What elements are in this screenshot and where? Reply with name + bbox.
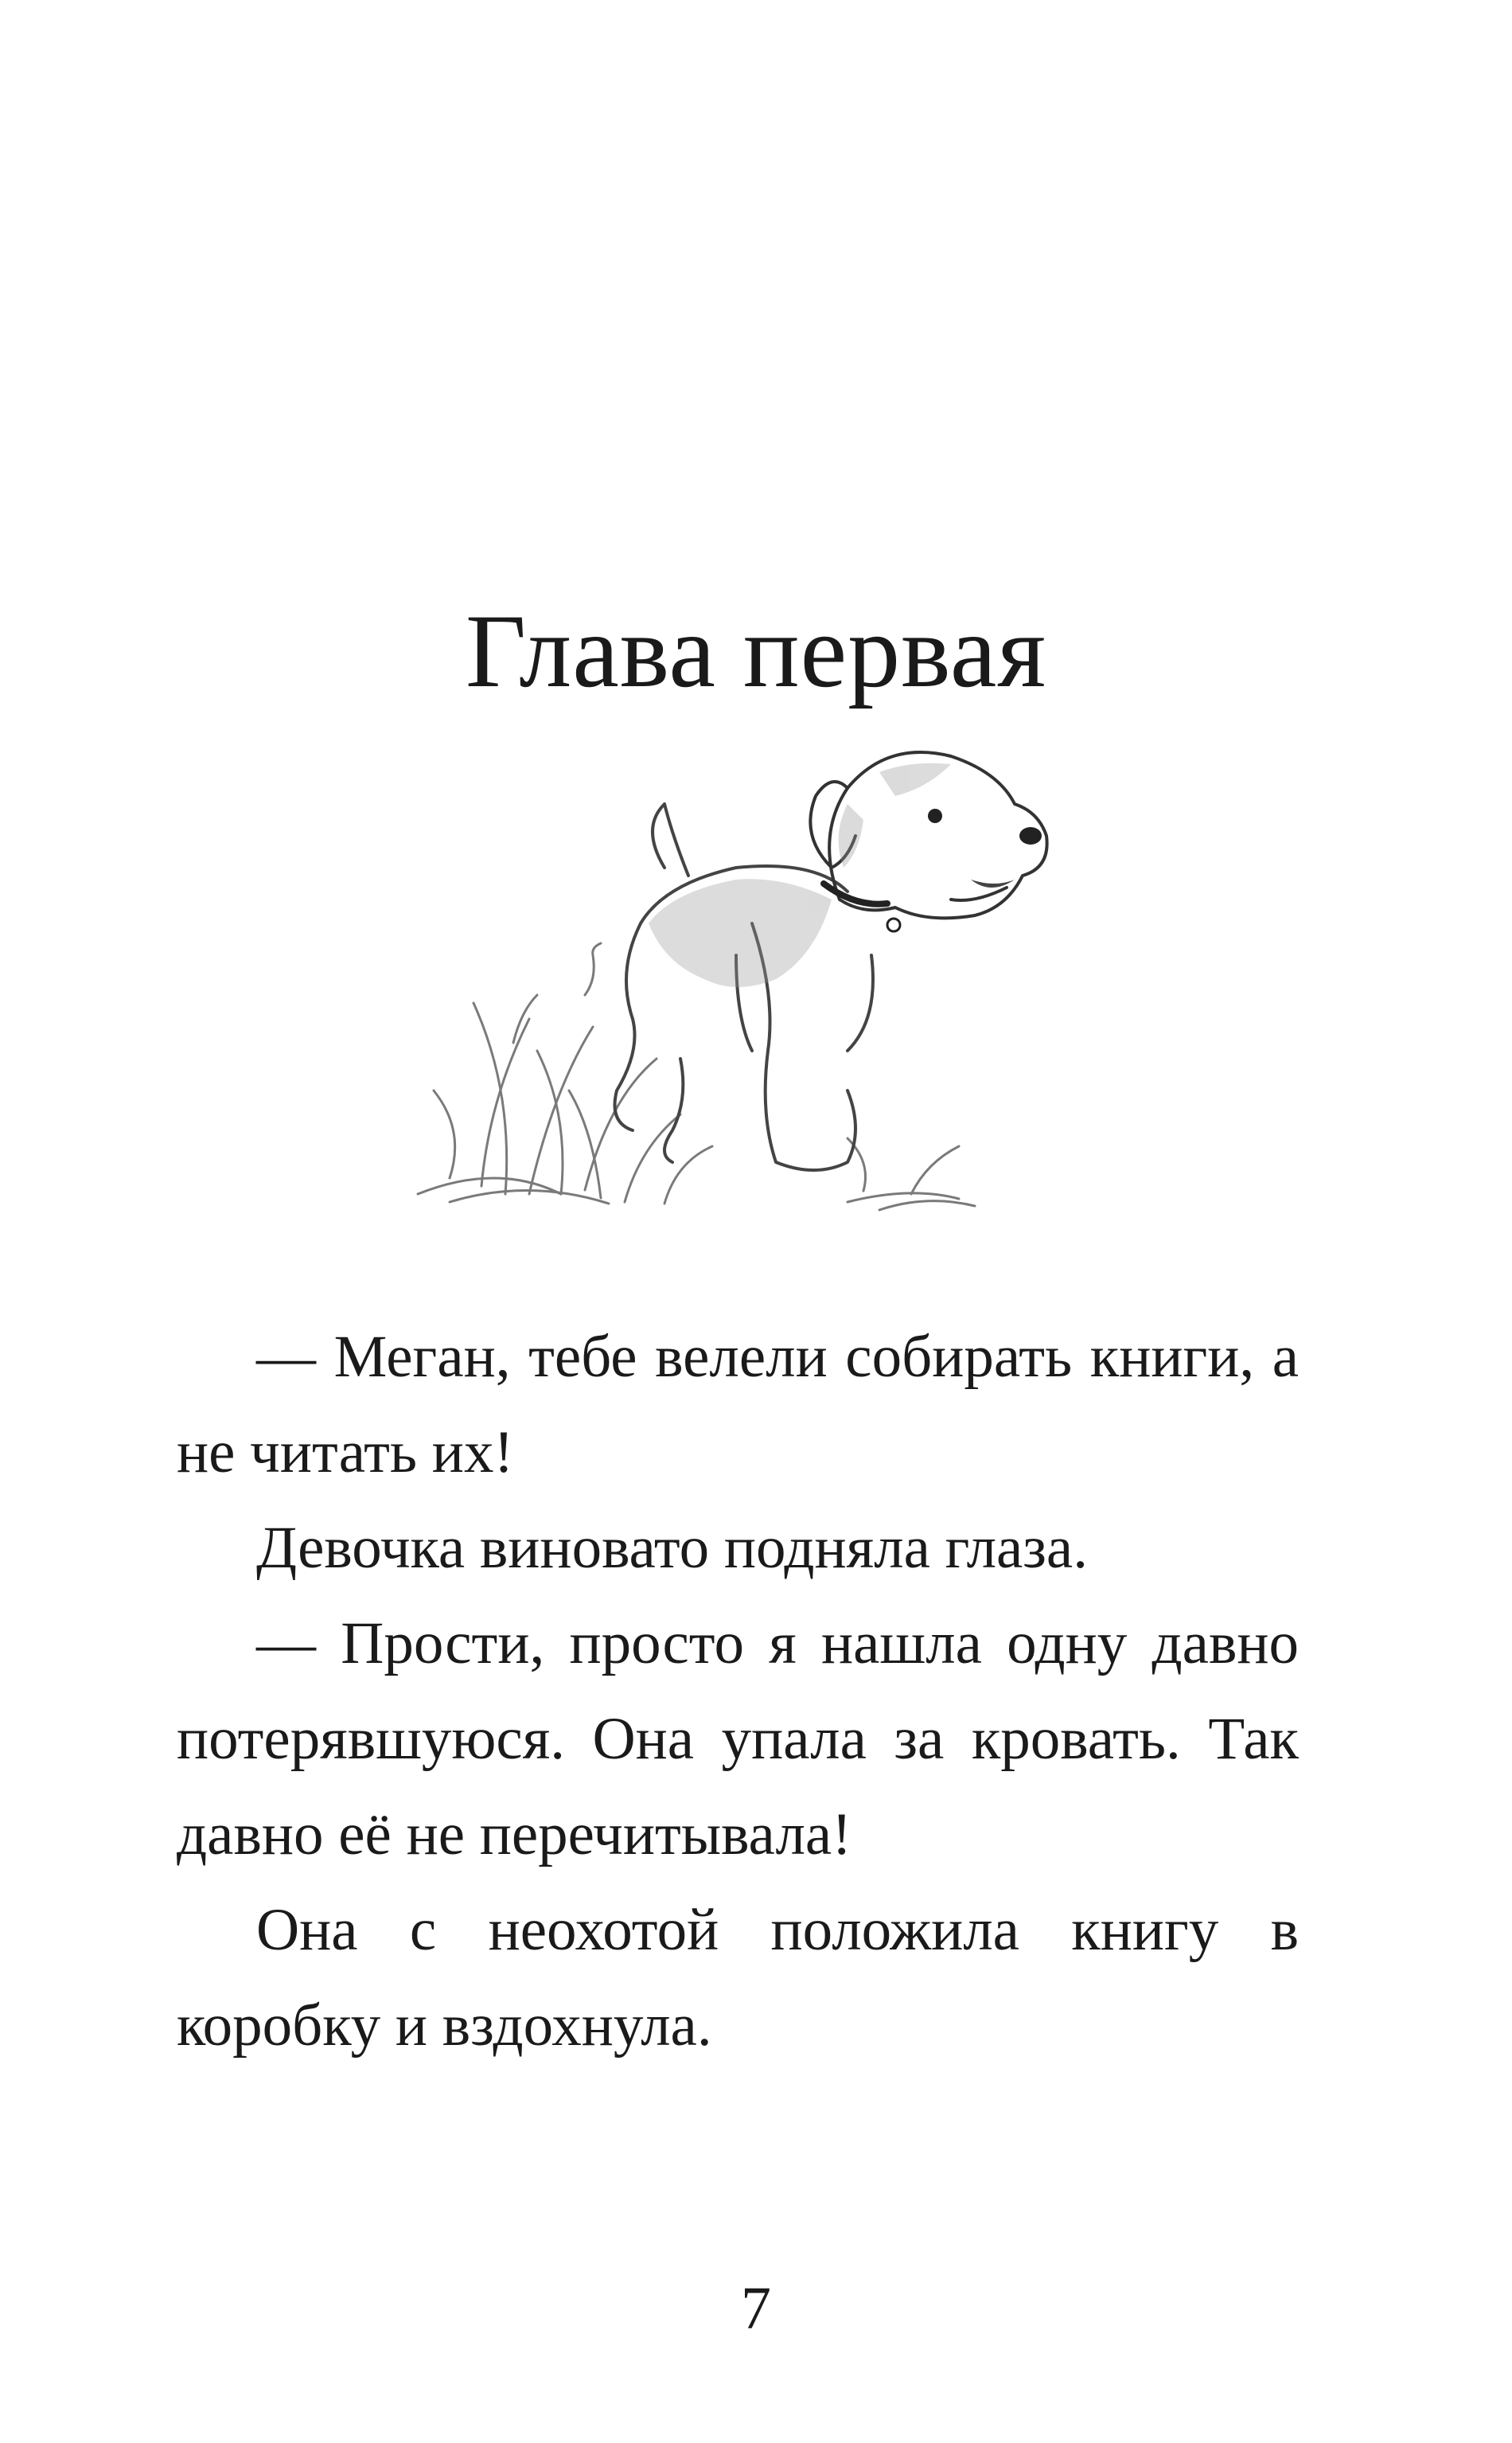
paragraph-dialogue-2: — Прости, просто я нашла одну давно потерявшуюся. Она упала за кровать. Так давно её не перечитывала! [177,1610,1299,1867]
paragraph-narration-2: Она с неохотой положила книгу в коробку и вздохнула. [177,1897,1299,2059]
puppy-illustration [402,716,1102,1258]
chapter-title: Глава первая [465,592,1047,710]
paragraph-narration-1: Девочка виновато подняла глаза. [256,1515,1088,1581]
chapter-body [177,1309,1299,2074]
paragraph-dialogue-1: — Меган, тебе велели собирать книги, а не читать их! [177,1324,1299,1485]
page-number: 7 [741,2275,771,2342]
